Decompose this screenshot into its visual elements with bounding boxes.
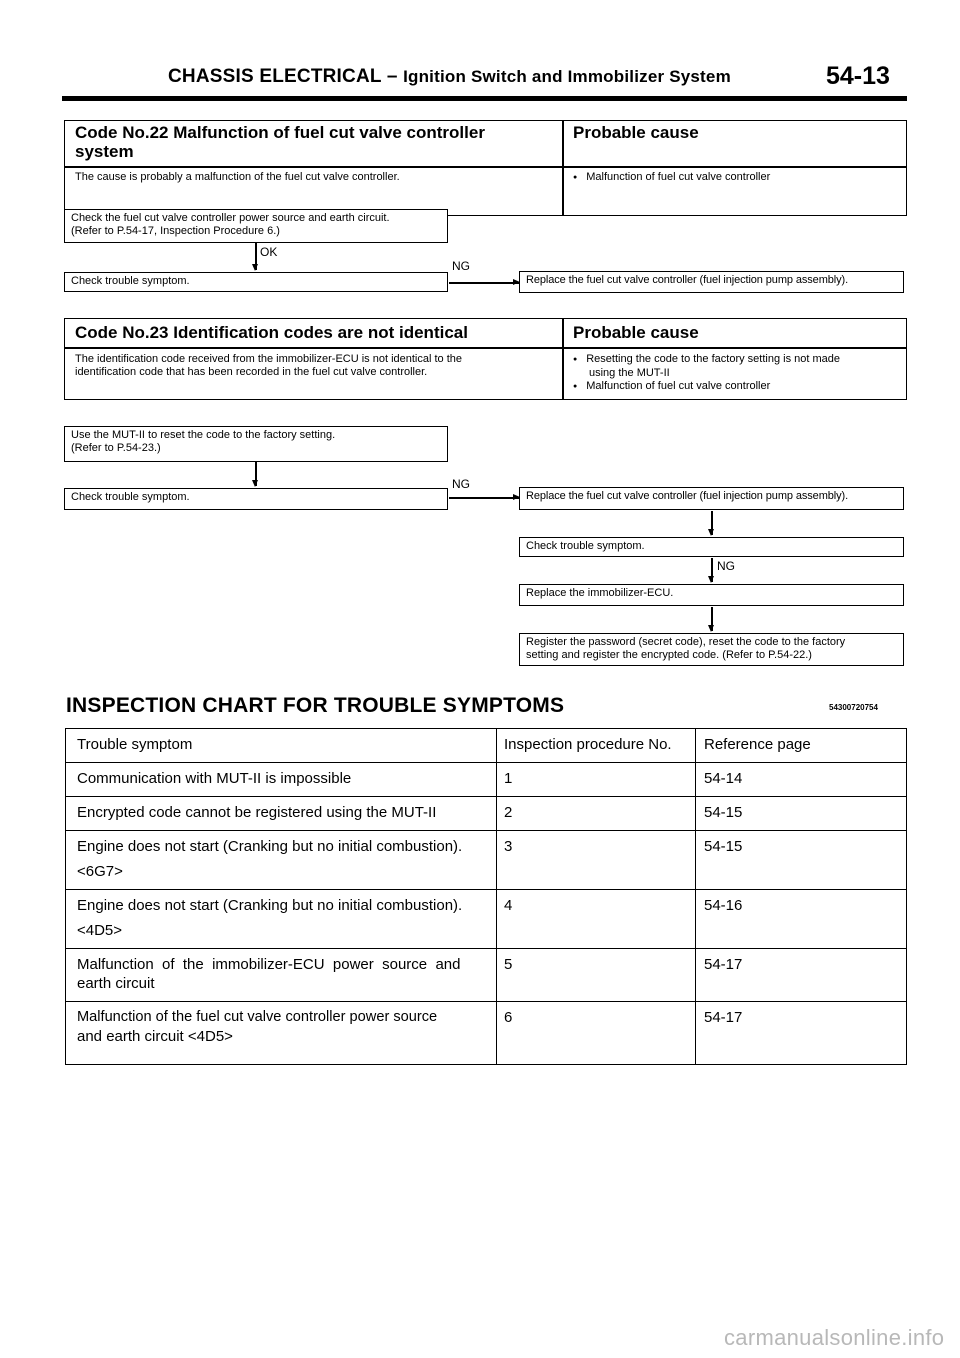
table-header-row bbox=[66, 729, 907, 763]
code23-cause1-line1: ● Resetting the code to the factory setting is not made bbox=[573, 353, 893, 367]
symptom-text-line2: and earth circuit <4D5> bbox=[77, 1028, 233, 1045]
inspection-chart-doc-id: 54300720754 bbox=[829, 703, 878, 712]
subsection-title: Ignition Switch and Immobilizer System bbox=[403, 67, 731, 86]
code22-title bbox=[65, 121, 565, 163]
code23-arrow-2 bbox=[711, 511, 713, 535]
table-row bbox=[66, 797, 907, 831]
code23-divider-h bbox=[65, 347, 906, 349]
page-number: 54-13 bbox=[826, 62, 890, 90]
code23-ng-action bbox=[519, 487, 904, 510]
header-inspection-procedure: Inspection procedure No. bbox=[497, 729, 696, 763]
symptom-cell bbox=[66, 763, 497, 797]
code23-probable-cause-heading: Probable cause bbox=[573, 323, 699, 342]
code23-causes bbox=[563, 350, 903, 397]
code23-description-line2: identification code that has been recorded in the fuel cut valve controller. bbox=[75, 366, 428, 378]
procedure-cell: 3 bbox=[497, 831, 696, 890]
trouble-symptom-table bbox=[65, 728, 907, 1065]
code23-step-check-symptom-2 bbox=[519, 537, 904, 557]
symptom-engine-variant: <6G7> bbox=[77, 863, 123, 880]
code22-table bbox=[64, 120, 907, 216]
code23-arrow-1 bbox=[255, 462, 257, 486]
reference-page-cell: 54-15 bbox=[696, 797, 907, 831]
code23-ng-action-text: Replace the fuel cut valve controller (fuel injection pump assembly). bbox=[526, 490, 849, 502]
code23-step2-text: Check trouble symptom. bbox=[71, 491, 190, 503]
code23-ng-label-2: NG bbox=[717, 559, 735, 573]
code22-ok-label: OK bbox=[260, 245, 278, 259]
code23-description bbox=[65, 350, 562, 382]
code23-ng-label: NG bbox=[452, 477, 470, 491]
code23-step1-line2: (Refer to P.54-23.) bbox=[71, 442, 161, 454]
code23-arrow-3 bbox=[711, 558, 713, 582]
table-row bbox=[66, 949, 907, 1002]
symptom-text: Malfunction of the immobilizer-ECU power source and bbox=[77, 956, 461, 973]
code22-arrow-ng bbox=[449, 282, 519, 284]
code22-title-line1: Code No.22 Malfunction of fuel cut valve controller bbox=[75, 123, 485, 142]
code23-step1-line1: Use the MUT-II to reset the code to the factory setting. bbox=[71, 429, 336, 441]
table-row bbox=[66, 1002, 907, 1065]
code23-title: Code No.23 Identification codes are not identical bbox=[75, 323, 468, 342]
inspection-chart-title: INSPECTION CHART FOR TROUBLE SYMPTOMS bbox=[66, 694, 565, 717]
reference-page-cell: 54-15 bbox=[696, 831, 907, 890]
code23-step-register-password bbox=[519, 633, 904, 666]
code23-step5-line2: setting and register the encrypted code. (Refer to P.54-22.) bbox=[526, 649, 812, 661]
symptom-cell bbox=[66, 890, 497, 949]
procedure-cell: 1 bbox=[497, 763, 696, 797]
symptom-text: Engine does not start (Cranking but no initial combustion). bbox=[77, 838, 463, 855]
reference-page-cell: 54-16 bbox=[696, 890, 907, 949]
symptom-engine-variant: <4D5> bbox=[77, 922, 123, 939]
code23-arrow-4 bbox=[711, 607, 713, 631]
code23-step3-text: Check trouble symptom. bbox=[526, 540, 645, 552]
code22-ng-action-text: Replace the fuel cut valve controller (fuel injection pump assembly). bbox=[526, 274, 849, 286]
symptom-text: Engine does not start (Cranking but no initial combustion). bbox=[77, 897, 463, 914]
code22-arrow-ok bbox=[255, 243, 257, 270]
header-dash: – bbox=[386, 66, 398, 87]
procedure-cell: 6 bbox=[497, 1002, 696, 1065]
code23-step5-line1: Register the password (secret code), reset the code to the factory bbox=[526, 636, 846, 648]
watermark: carmanualsonline.info bbox=[724, 1325, 945, 1350]
reference-page-cell: 54-17 bbox=[696, 949, 907, 1002]
procedure-cell: 2 bbox=[497, 797, 696, 831]
table-row bbox=[66, 890, 907, 949]
symptom-cell bbox=[66, 1002, 497, 1065]
code23-step4-text: Replace the immobilizer-ECU. bbox=[526, 587, 674, 599]
reference-page-cell: 54-17 bbox=[696, 1002, 907, 1065]
symptom-text-line2: earth circuit bbox=[77, 975, 155, 992]
section-title: CHASSIS ELECTRICAL bbox=[168, 66, 382, 87]
code22-description: The cause is probably a malfunction of the fuel cut valve controller. bbox=[75, 171, 400, 183]
code22-step1-line2: (Refer to P.54-17, Inspection Procedure 6.) bbox=[71, 225, 280, 237]
code23-arrow-ng bbox=[449, 497, 519, 499]
symptom-cell bbox=[66, 831, 497, 890]
procedure-cell: 5 bbox=[497, 949, 696, 1002]
symptom-cell bbox=[66, 949, 497, 1002]
code22-step-check-symptom bbox=[64, 272, 448, 292]
symptom-text: Encrypted code cannot be registered using the MUT-II bbox=[77, 804, 437, 821]
code22-ng-action bbox=[519, 271, 904, 293]
symptom-text: Communication with MUT-II is impossible bbox=[77, 770, 352, 787]
symptom-text: Malfunction of the fuel cut valve controller power source bbox=[77, 1009, 438, 1025]
code23-step-reset-code bbox=[64, 426, 448, 462]
code22-probable-cause-heading: Probable cause bbox=[573, 123, 699, 142]
symptom-cell bbox=[66, 797, 497, 831]
table-row bbox=[66, 763, 907, 797]
code22-step-check-power bbox=[64, 209, 448, 243]
code22-title-line2: system bbox=[75, 142, 134, 161]
code23-table bbox=[64, 318, 907, 400]
code22-ng-label: NG bbox=[452, 259, 470, 273]
header-rule bbox=[62, 96, 907, 101]
code23-step-check-symptom bbox=[64, 488, 448, 510]
reference-page-cell: 54-14 bbox=[696, 763, 907, 797]
header-trouble-symptom: Trouble symptom bbox=[66, 729, 497, 763]
code23-step-replace-ecu bbox=[519, 584, 904, 606]
code22-cause-1: ● Malfunction of fuel cut valve controller bbox=[563, 168, 903, 188]
code23-cause2: ● Malfunction of fuel cut valve controller bbox=[573, 380, 893, 394]
table-row bbox=[66, 831, 907, 890]
code23-cause1-line2: using the MUT-II bbox=[589, 367, 670, 379]
page-header bbox=[168, 66, 731, 88]
header-reference-page: Reference page bbox=[696, 729, 907, 763]
code22-step1-line1: Check the fuel cut valve controller power source and earth circuit. bbox=[71, 212, 390, 224]
procedure-cell: 4 bbox=[497, 890, 696, 949]
code23-description-line1: The identification code received from the immobilizer-ECU is not identical to the bbox=[75, 353, 463, 365]
code22-step2-text: Check trouble symptom. bbox=[71, 275, 190, 287]
